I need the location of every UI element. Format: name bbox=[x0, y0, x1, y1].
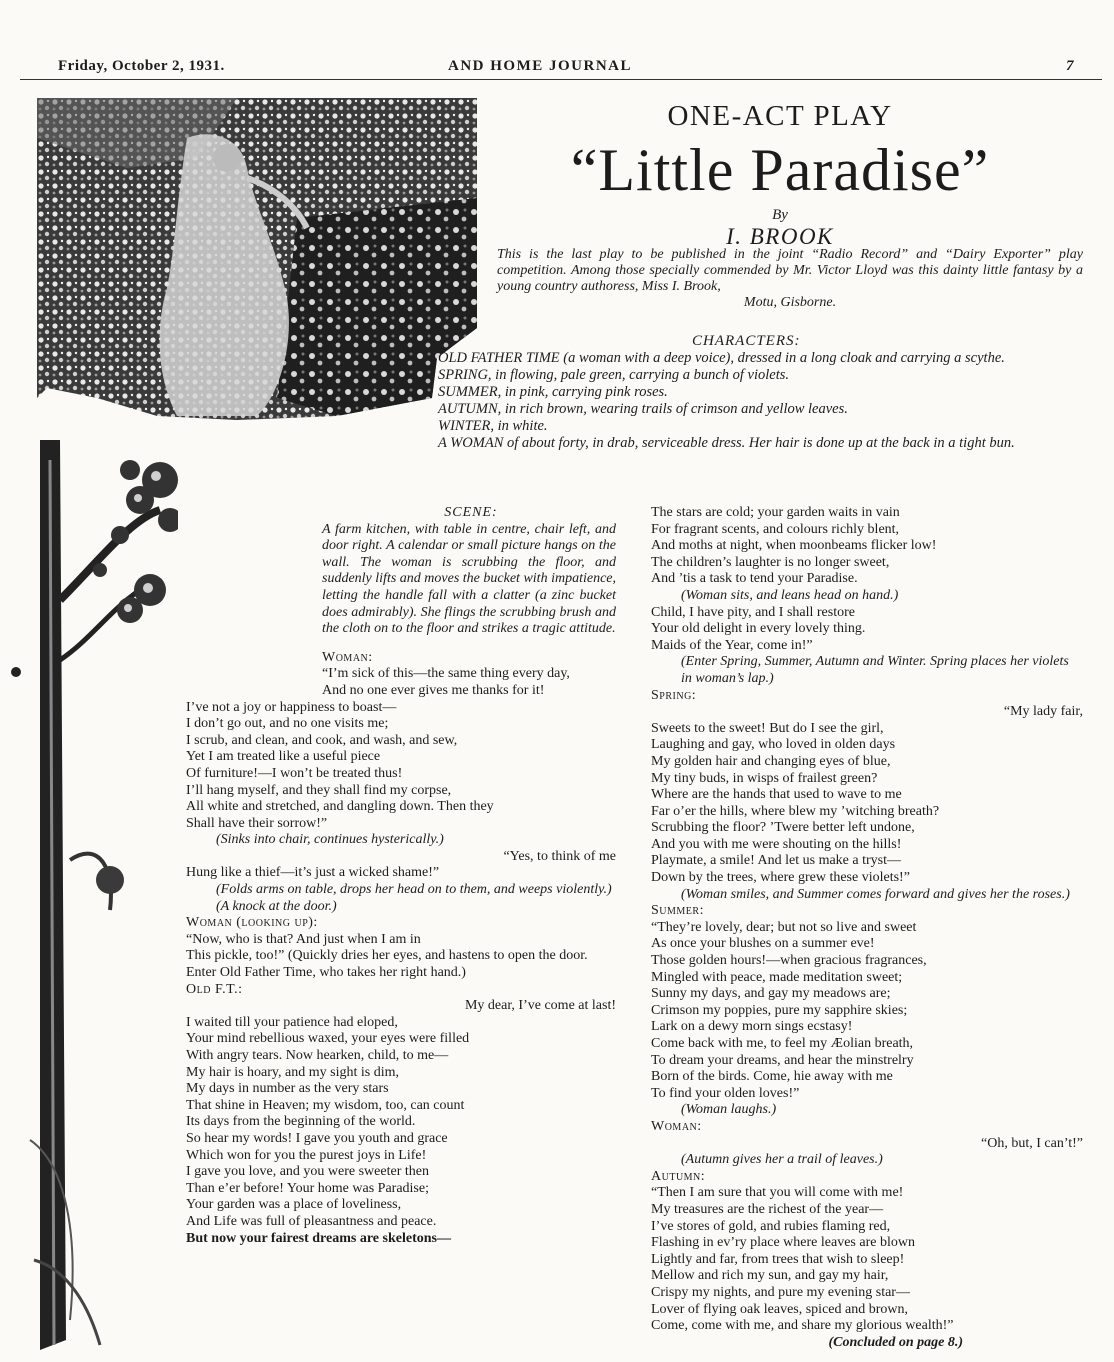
verse-line: And you with me were shouting on the hills! bbox=[651, 836, 902, 852]
verse-line: Which won for you the purest joys in Life! bbox=[186, 1147, 427, 1163]
verse-line: “They’re lovely, dear; but not so live and sweet bbox=[651, 919, 917, 935]
issue-date: Friday, October 2, 1931. bbox=[58, 58, 225, 74]
left-text-column bbox=[186, 505, 616, 1247]
character-entry: SPRING, in flowing, pale green, carrying a bunch of violets. bbox=[438, 367, 790, 383]
verse-line: My days in number as the very stars bbox=[186, 1081, 389, 1097]
verse-line: But now your fairest dreams are skeletons— bbox=[186, 1230, 451, 1246]
character-entry: WINTER, in white. bbox=[438, 418, 548, 434]
verse-line: Laughing and gay, who loved in olden days bbox=[651, 737, 896, 753]
stage-direction: (Woman sits, and leans head on hand.) bbox=[681, 587, 899, 603]
verse-line: And moths at night, when moonbeams flicker low! bbox=[651, 538, 937, 554]
author-name: I. BROOK bbox=[726, 224, 834, 249]
verse-line: Yet I am treated like a useful piece bbox=[186, 749, 381, 765]
verse-line: To find your olden loves!” bbox=[651, 1085, 800, 1101]
verse-line: So hear my words! I gave you youth and grace bbox=[186, 1130, 448, 1146]
verse-line: “Oh, but, I can’t!” bbox=[981, 1135, 1083, 1151]
verse-line: “I’m sick of this—the same thing every day, bbox=[322, 666, 570, 682]
scene-heading: SCENE: bbox=[444, 505, 498, 520]
verse-line: To dream your dreams, and hear the minstrelry bbox=[651, 1052, 914, 1068]
verse-line: Your mind rebellious waxed, your eyes were filled bbox=[186, 1031, 470, 1047]
verse-line: Its days from the beginning of the world. bbox=[186, 1114, 416, 1130]
header-rule bbox=[20, 79, 1102, 80]
verse-line: The children’s laughter is no longer sweet, bbox=[651, 554, 890, 570]
speaker-label: Old F.T.: bbox=[186, 981, 243, 997]
stage-direction: (A knock at the door.) bbox=[216, 898, 337, 914]
verse-line: That shine in Heaven; my wisdom, too, can count bbox=[186, 1097, 465, 1113]
journal-name: AND HOME JOURNAL bbox=[448, 58, 632, 74]
character-entry: SUMMER, in pink, carrying pink roses. bbox=[438, 384, 668, 400]
verse-line: Of furniture!—I won’t be treated thus! bbox=[186, 765, 403, 781]
verse-line: Playmate, a smile! And let us make a tryst— bbox=[651, 853, 902, 869]
verse-line: Come, come with me, and share my glorious wealth!” bbox=[651, 1318, 954, 1334]
title-block bbox=[470, 96, 1090, 250]
verse-line: Maids of the Year, come in!” bbox=[651, 637, 813, 653]
verse-line: Scrubbing the floor? ’Twere better left undone, bbox=[651, 820, 915, 836]
verse-line: My tiny buds, in wisps of frailest green? bbox=[651, 770, 878, 786]
stage-direction: (Autumn gives her a trail of leaves.) bbox=[681, 1152, 883, 1168]
verse-line: “Yes, to think of me bbox=[503, 848, 616, 864]
verse-line: My hair is hoary, and my sight is dim, bbox=[186, 1064, 399, 1080]
speaker-label: Woman (looking up): bbox=[186, 915, 318, 931]
verse-line: And Life was full of pleasantness and peace. bbox=[186, 1213, 437, 1229]
verse-line: I don’t go out, and no one visits me; bbox=[186, 716, 389, 732]
intro-last-line: Motu, Gisborne. bbox=[743, 295, 837, 310]
garden-illustration bbox=[37, 98, 477, 428]
verse-line: I waited till your patience had eloped, bbox=[186, 1014, 398, 1030]
verse-line: Come back with me, to feel my Æolian breath, bbox=[651, 1036, 914, 1051]
garden-illustration-art bbox=[37, 98, 477, 428]
continuation-note: (Concluded on page 8.) bbox=[828, 1334, 963, 1350]
verse-line: Your old delight in every lovely thing. bbox=[651, 621, 866, 637]
verse-line: Mellow and rich my sun, and gay my hair, bbox=[651, 1268, 889, 1284]
scene-description: A farm kitchen, with table in centre, chair left, and door right. A calendar or small picture hangs on the wall. The woman is scrubbing the floor, and suddenly lifts and moves the bucket with impatience, letting the handle fall with a clatter (a zinc bucket does admirably). She flings the scrubbing brush and the cloth on to the floor and strikes a tragic attitude. bbox=[322, 521, 616, 637]
speaker-label: Autumn: bbox=[651, 1168, 706, 1184]
verse-line: Where are the hands that used to wave to me bbox=[651, 787, 902, 803]
right-text-column bbox=[651, 505, 1083, 1351]
page-number: 7 bbox=[1066, 58, 1074, 74]
stage-direction: (Woman laughs.) bbox=[681, 1102, 777, 1118]
play-kicker: ONE-ACT PLAY bbox=[667, 100, 893, 132]
verse-line: I scrub, and clean, and cook, and wash, and sew, bbox=[186, 732, 458, 748]
character-entry: OLD FATHER TIME (a woman with a deep voice), dressed in a long cloak and carrying a scythe. bbox=[438, 350, 1005, 366]
character-entry: AUTUMN, in rich brown, wearing trails of crimson and yellow leaves. bbox=[438, 401, 848, 417]
verse-line: Lover of flying oak leaves, spiced and brown, bbox=[651, 1301, 908, 1317]
verse-line: And no one ever gives me thanks for it! bbox=[322, 682, 545, 698]
verse-line: “Now, who is that? And just when I am in bbox=[186, 931, 421, 947]
verse-line: Those golden hours!—when gracious fragrances, bbox=[651, 953, 927, 969]
verse-line: With angry tears. Now hearken, child, to me— bbox=[186, 1048, 449, 1063]
verse-line: Shall have their sorrow!” bbox=[186, 815, 328, 831]
intro-text: This is the last play to be published in the joint “Radio Record” and “Dairy Exporter” play competition. Among those specially commended by Mr. Victor Lloyd was this dainty little fantasy by a young country authoress, Miss I. Brook, bbox=[497, 247, 1083, 294]
verse-line: Lightly and far, from trees that wish to sleep! bbox=[651, 1251, 905, 1267]
play-title: “Little Paradise” bbox=[570, 137, 990, 203]
verse-line: Down by the trees, where grew these violets!” bbox=[651, 870, 910, 886]
stage-direction: (Woman smiles, and Summer comes forward and gives her the roses.) bbox=[681, 886, 1070, 902]
tree-illustration-art bbox=[10, 440, 178, 1355]
verse-line: Mingled with peace, made meditation sweet; bbox=[651, 969, 903, 985]
verse-line: Born of the birds. Come, hie away with me bbox=[651, 1069, 893, 1085]
verse-line: My treasures are the richest of the year— bbox=[651, 1201, 884, 1217]
verse-line: “My lady fair, bbox=[1003, 704, 1083, 720]
verse-line: My golden hair and changing eyes of blue, bbox=[651, 753, 891, 769]
characters-list bbox=[438, 350, 1083, 452]
verse-line: All white and stretched, and dangling down. Then they bbox=[186, 799, 494, 815]
verse-line: Crispy my nights, and pure my evening star— bbox=[651, 1284, 910, 1300]
tree-illustration bbox=[10, 440, 178, 1355]
byline-label: By bbox=[772, 207, 788, 223]
verse-line: My dear, I’ve come at last! bbox=[464, 998, 616, 1014]
verse-line: Sunny my days, and gay my meadows are; bbox=[651, 986, 891, 1002]
verse-line: Crimson my poppies, pure my sapphire skies; bbox=[651, 1002, 908, 1018]
verse-line: As once your blushes on a summer eve! bbox=[651, 936, 875, 952]
character-entry: A WOMAN of about forty, in drab, serviceable dress. Her hair is done up at the back in a tight bun. bbox=[438, 435, 1015, 451]
verse-line: This pickle, too!” (Quickly dries her eyes, and hastens to open the door. Enter Old Father Time, who takes her right hand.) bbox=[186, 948, 588, 981]
speaker-label: Woman: bbox=[322, 649, 373, 665]
verse-line: And ’tis a task to tend your Paradise. bbox=[651, 571, 858, 587]
speaker-label: Summer: bbox=[651, 903, 704, 919]
intro-paragraph bbox=[497, 247, 1083, 311]
verse-line: Sweets to the sweet! But do I see the girl, bbox=[651, 720, 884, 736]
verse-line: Lark on a dewy morn sings ecstasy! bbox=[651, 1019, 853, 1035]
verse-line: I’ve stores of gold, and rubies flaming red, bbox=[651, 1218, 891, 1234]
verse-line: For fragrant scents, and colours richly blent, bbox=[651, 521, 900, 537]
stage-direction: (Sinks into chair, continues hysterically.) bbox=[216, 832, 444, 848]
verse-line: Far o’er the hills, where blew my ’witching breath? bbox=[651, 803, 940, 819]
stage-direction: (Folds arms on table, drops her head on to them, and weeps violently.) bbox=[216, 882, 612, 898]
verse-line: Child, I have pity, and I shall restore bbox=[651, 604, 855, 620]
characters-heading: CHARACTERS: bbox=[692, 333, 801, 349]
speaker-label: Spring: bbox=[651, 687, 697, 703]
verse-line: I’ve not a joy or happiness to boast— bbox=[186, 699, 397, 715]
verse-line: I’ll hang myself, and they shall find my corpse, bbox=[186, 782, 452, 798]
verse-line: Flashing in ev’ry place where leaves are blown bbox=[651, 1235, 915, 1251]
verse-line: Hung like a thief—it’s just a wicked shame!” bbox=[186, 865, 440, 881]
verse-line: Than e’er before! Your home was Paradise; bbox=[186, 1180, 429, 1196]
stage-direction: (Enter Spring, Summer, Autumn and Winter. Spring places her violets in woman’s lap.) bbox=[681, 654, 1069, 686]
verse-line: Your garden was a place of loveliness, bbox=[186, 1197, 402, 1213]
verse-line: The stars are cold; your garden waits in vain bbox=[651, 505, 900, 520]
verse-line: “Then I am sure that you will come with me! bbox=[651, 1185, 904, 1201]
speaker-label: Woman: bbox=[651, 1118, 702, 1134]
verse-line: I gave you love, and you were sweeter then bbox=[186, 1164, 429, 1180]
